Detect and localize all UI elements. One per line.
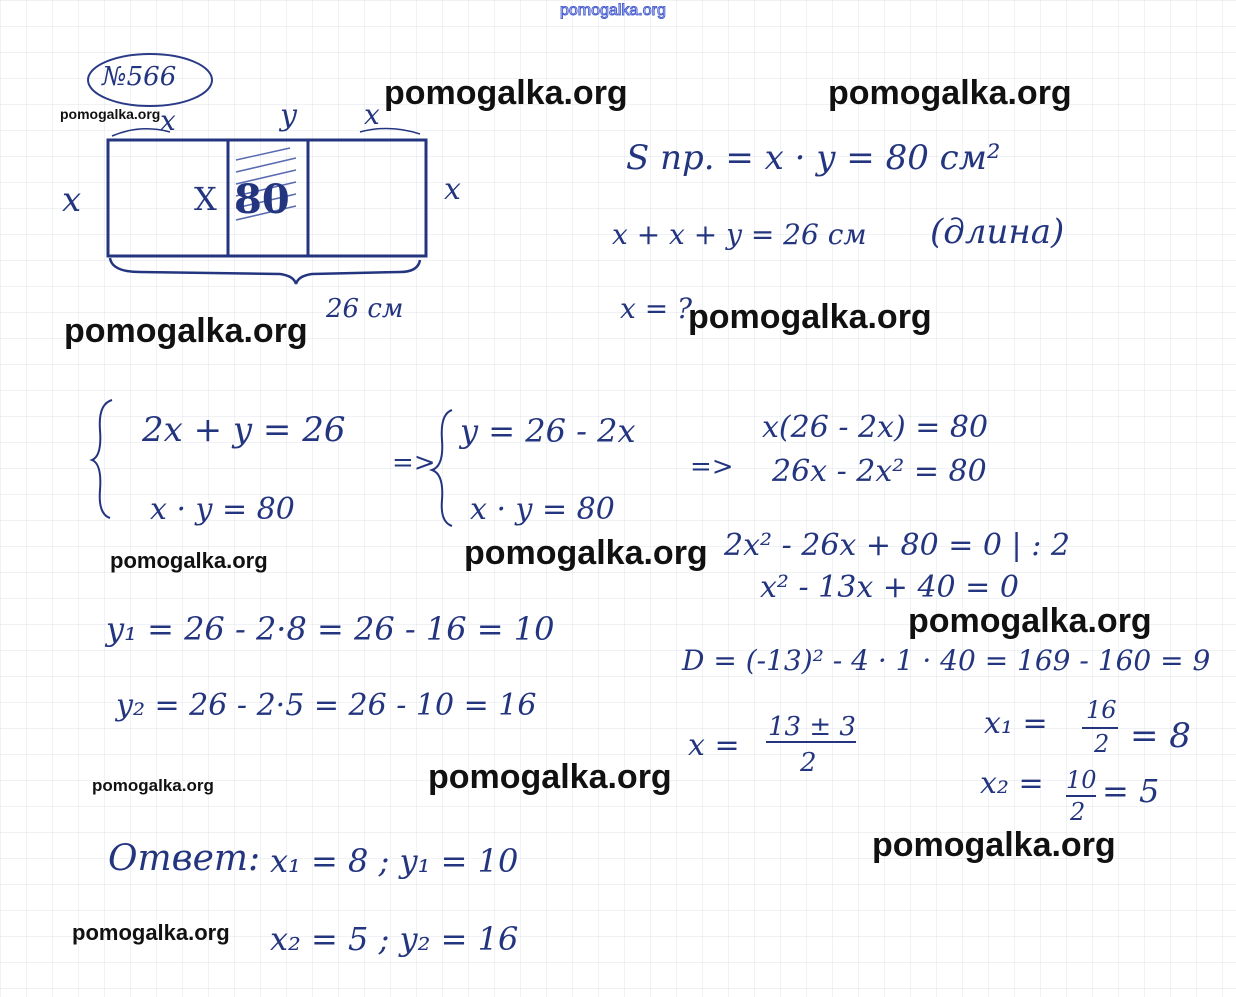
- answer-label: Ответ:: [108, 838, 261, 879]
- watermark: pomogalka.org: [72, 920, 230, 945]
- system-arrow1: =>: [392, 448, 436, 478]
- problem-number: №566: [102, 62, 177, 92]
- diagram-area-value: 80: [234, 176, 290, 223]
- diagram-label-x-inner: X: [194, 180, 217, 218]
- watermark: pomogalka.org: [828, 74, 1072, 112]
- roots-formula-left: x =: [688, 728, 740, 763]
- system-eq3: y = 26 - 2x: [460, 412, 636, 450]
- x2-den: 2: [1070, 798, 1086, 826]
- roots-formula-num: 13 ± 3: [768, 712, 856, 742]
- system-arrow2: =>: [690, 452, 734, 482]
- quadratic-line2: x² - 13x + 40 = 0: [760, 570, 1019, 605]
- quadratic-discriminant: D = (-13)² - 4 · 1 · 40 = 169 - 160 = 9: [682, 644, 1211, 677]
- watermark: pomogalka.org: [60, 106, 161, 122]
- answer-line2: x₂ = 5 ; y₂ = 16: [270, 920, 519, 958]
- x1-result: = 8: [1130, 716, 1191, 756]
- watermark: pomogalka.org: [908, 602, 1152, 640]
- x1-den: 2: [1094, 730, 1110, 758]
- watermark-top: pomogalka.org: [560, 2, 666, 19]
- system-eq5: x(26 - 2x) = 80: [762, 410, 989, 445]
- watermark: pomogalka.org: [688, 298, 932, 336]
- system-eq2: x · y = 80: [150, 492, 295, 527]
- watermark: pomogalka.org: [464, 534, 708, 572]
- watermark: pomogalka.org: [92, 776, 214, 795]
- system-eq1: 2x + y = 26: [142, 410, 346, 450]
- given-area: S пр. = x · y = 80 см²: [626, 138, 1001, 178]
- diagram-label-x-top-right: x: [364, 98, 380, 131]
- diagram-label-x-right: x: [444, 172, 461, 207]
- diagram-label-x-top-left: x: [160, 104, 176, 137]
- given-find: x = ?: [620, 292, 693, 325]
- roots-formula-den: 2: [800, 748, 817, 778]
- quadratic-line1: 2x² - 26x + 80 = 0 | : 2: [724, 528, 1070, 563]
- system-eq4: x · y = 80: [470, 492, 615, 527]
- watermark: pomogalka.org: [384, 74, 628, 112]
- x2-left: x₂ =: [980, 766, 1044, 801]
- x1-left: x₁ =: [984, 706, 1048, 741]
- diagram-length-label: 26 см: [326, 294, 404, 324]
- y1-value: y₁ = 26 - 2·8 = 26 - 16 = 10: [106, 610, 555, 648]
- y2-value: y₂ = 26 - 2·5 = 26 - 10 = 16: [116, 688, 537, 723]
- watermark: pomogalka.org: [872, 826, 1116, 864]
- answer-line1: x₁ = 8 ; y₁ = 10: [270, 842, 519, 880]
- watermark: pomogalka.org: [110, 548, 268, 573]
- system-eq6: 26x - 2x² = 80: [772, 454, 987, 489]
- watermark: pomogalka.org: [64, 312, 308, 350]
- length-brace: [110, 258, 420, 284]
- given-length: x + x + y = 26 см: [612, 218, 867, 251]
- x2-num: 10: [1066, 766, 1097, 794]
- x1-num: 16: [1086, 696, 1117, 724]
- system-brace-1: [92, 400, 112, 518]
- x2-result: = 5: [1102, 772, 1160, 810]
- given-length-note: (длина): [930, 212, 1065, 252]
- diagram-label-x-left: x: [62, 180, 82, 220]
- watermark: pomogalka.org: [428, 758, 672, 796]
- diagram-label-y-top: y: [280, 98, 297, 133]
